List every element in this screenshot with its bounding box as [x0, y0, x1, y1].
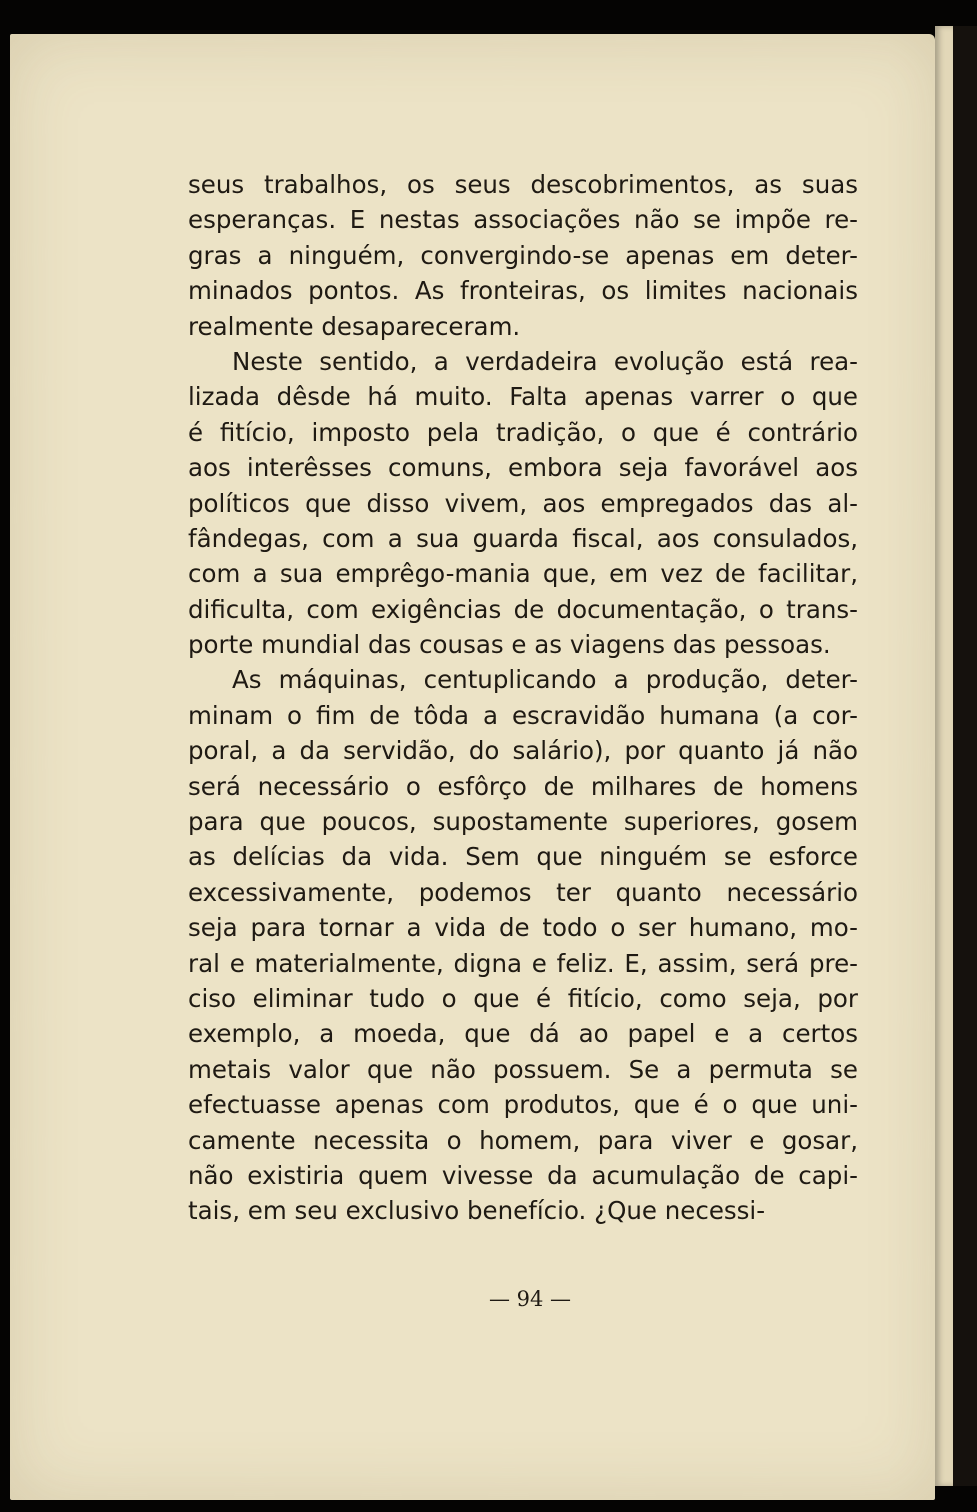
text-line: é fitício, imposto pela tradição, o que é contrário [188, 417, 858, 447]
paragraph [188, 662, 858, 1228]
text-line: gras a ninguém, convergindo-se apenas em deter- [188, 240, 858, 270]
text-line: para que poucos, supostamente superiores, gosem [188, 807, 858, 837]
text-line: porte mundial das cousas e as viagens das pessoas. [188, 630, 831, 660]
text-line: minam o fim de tôda a escravidão humana (a cor- [188, 700, 858, 730]
text-line: seus trabalhos, os seus descobrimentos, as suas [188, 170, 858, 199]
text-line: realmente desapareceram. [188, 311, 521, 341]
text-line: poral, a da servidão, do salário), por quanto já não [188, 736, 858, 766]
text-line: exemplo, a moeda, que dá ao papel e a certos [188, 1019, 858, 1049]
body-text [188, 167, 858, 1229]
binding-shadow [953, 26, 977, 1486]
text-line: Neste sentido, a verdadeira evolução está rea- [232, 346, 858, 376]
text-line: minados pontos. As fronteiras, os limites nacionais [188, 276, 858, 306]
paragraph [188, 344, 858, 663]
text-line: políticos que disso vivem, aos empregados das al- [188, 488, 858, 518]
text-line: tais, em seu exclusivo benefício. ¿Que necessi- [188, 1196, 766, 1226]
text-line: as delícias da vida. Sem que ninguém se esforce [188, 842, 858, 872]
text-line: dificulta, com exigências de documentação, o trans- [188, 594, 858, 624]
text-line: não existiria quem vivesse da acumulação de capi- [188, 1160, 858, 1190]
text-line: camente necessita o homem, para viver e gosar, [188, 1125, 858, 1155]
text-line: esperanças. E nestas associações não se impõe re- [188, 205, 858, 235]
text-line: será necessário o esfôrço de milhares de homens [188, 771, 858, 801]
text-line: lizada dêsde há muito. Falta apenas varrer o que [188, 382, 858, 412]
text-line: com a sua emprêgo-mania que, em vez de facilitar, [188, 559, 858, 589]
text-line: excessivamente, podemos ter quanto necessário [188, 877, 858, 907]
text-line: ciso eliminar tudo o que é fitício, como seja, por [188, 983, 858, 1013]
page-edge [935, 26, 953, 1486]
text-line: efectuasse apenas com produtos, que é o que uni- [188, 1090, 858, 1120]
text-line: fândegas, com a sua guarda fiscal, aos consulados, [188, 523, 858, 553]
text-line: seja para tornar a vida de todo o ser humano, mo- [188, 913, 858, 943]
page-number: — 94 — [488, 1287, 572, 1311]
text-line: aos interêsses comuns, embora seja favorável aos [188, 453, 858, 483]
text-line: ral e materialmente, digna e feliz. E, assim, será pre- [188, 948, 858, 978]
text-line: metais valor que não possuem. Se a permuta se [188, 1054, 858, 1084]
paragraph [188, 167, 858, 344]
text-line: As máquinas, centuplicando a produção, deter- [232, 665, 858, 695]
